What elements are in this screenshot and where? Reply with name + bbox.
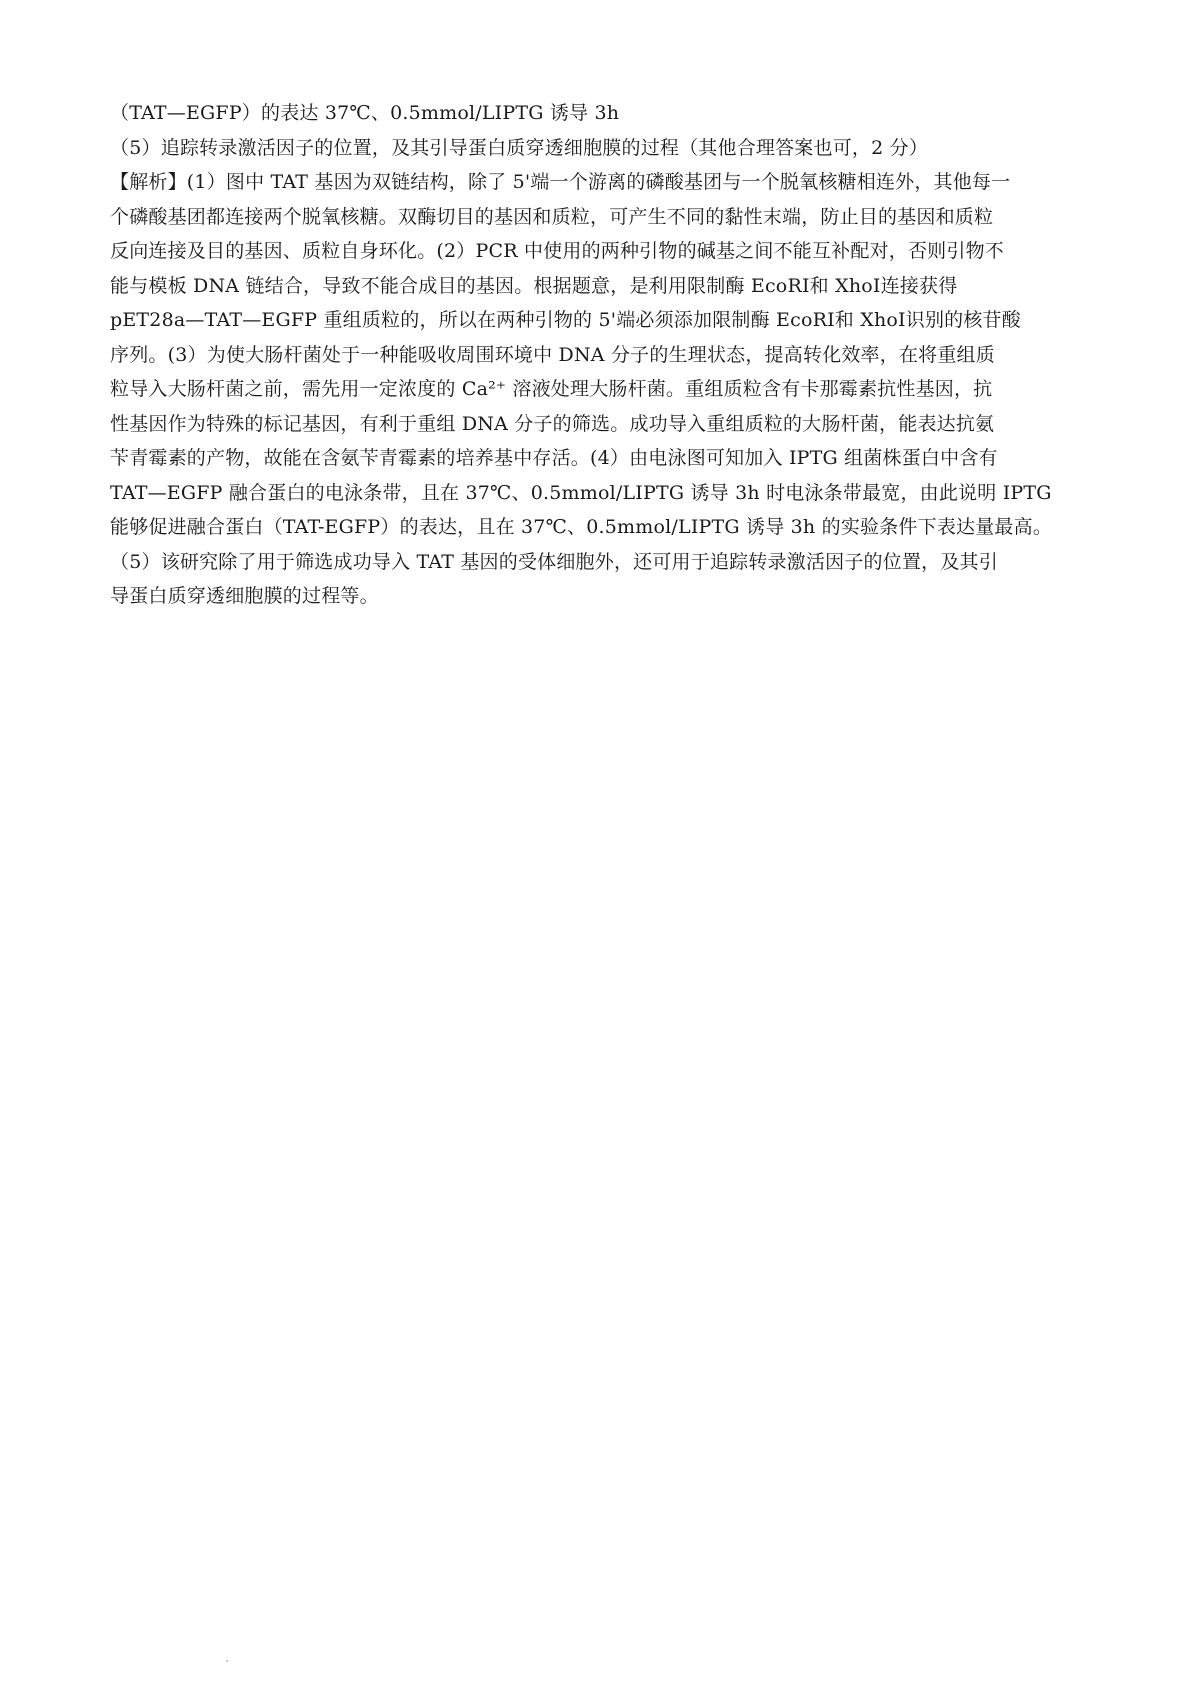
text-line-6: 能与模板 DNA 链结合，导致不能合成目的基因。根据题意，是利用限制酶 EcoRⅠ和 XhoⅠ连接获得 bbox=[110, 274, 958, 297]
text-line-3: 【解析】(1）图中 TAT 基因为双链结构，除了 5'端一个游离的磷酸基团与一个脱氧核糖相连外，其他每一 bbox=[110, 171, 1011, 193]
answer-text-block bbox=[110, 96, 1100, 614]
text-line-7: pET28a—TAT—EGFP 重组质粒的，所以在两种引物的 5'端必须添加限制酶 EcoRⅠ和 XhoⅠ识别的核苷酸 bbox=[110, 309, 1021, 331]
text-line-10: 性基因作为特殊的标记基因，有利于重组 DNA 分子的筛选。成功导入重组质粒的大肠杆菌，能表达抗氨 bbox=[110, 412, 995, 435]
text-line-15: 导蛋白质穿透细胞膜的过程等。 bbox=[110, 585, 379, 607]
text-line-2: （5）追踪转录激活因子的位置，及其引导蛋白质穿透细胞膜的过程（其他合理答案也可，2 分） bbox=[110, 136, 929, 159]
text-line-13: 能够促进融合蛋白（TAT-EGFP）的表达，且在 37℃、0.5mmol/LIPTG 诱导 3h 的实验条件下表达量最高。 bbox=[110, 516, 1053, 538]
text-line-8: 序列。(3）为使大肠杆菌处于一种能吸收周围环境中 DNA 分子的生理状态，提高转化效率，在将重组质 bbox=[110, 343, 995, 366]
text-line-9: 粒导入大肠杆菌之前，需先用一定浓度的 Ca²⁺ 溶液处理大肠杆菌。重组质粒含有卡那霉素抗性基因，抗 bbox=[110, 378, 993, 400]
text-line-1: （TAT—EGFP）的表达 37℃、0.5mmol/LIPTG 诱导 3h bbox=[110, 102, 620, 124]
text-line-12: TAT—EGFP 融合蛋白的电泳条带，且在 37℃、0.5mmol/LIPTG 诱导 3h 时电泳条带最宽，由此说明 IPTG bbox=[110, 481, 1052, 504]
text-line-14: （5）该研究除了用于筛选成功导入 TAT 基因的受体细胞外，还可用于追踪转录激活因子的位置，及其引 bbox=[110, 550, 998, 573]
page-mark bbox=[226, 1660, 228, 1662]
text-line-11: 苄青霉素的产物，故能在含氨苄青霉素的培养基中存活。(4）由电泳图可知加入 IPTG 组菌株蛋白中含有 bbox=[110, 447, 998, 469]
text-line-5: 反向连接及目的基因、质粒自身环化。(2）PCR 中使用的两种引物的碱基之间不能互补配对，否则引物不 bbox=[110, 240, 1004, 262]
text-line-4: 个磷酸基团都连接两个脱氧核糖。双酶切目的基因和质粒，可产生不同的黏性末端，防止目的基因和质粒 bbox=[110, 205, 994, 228]
